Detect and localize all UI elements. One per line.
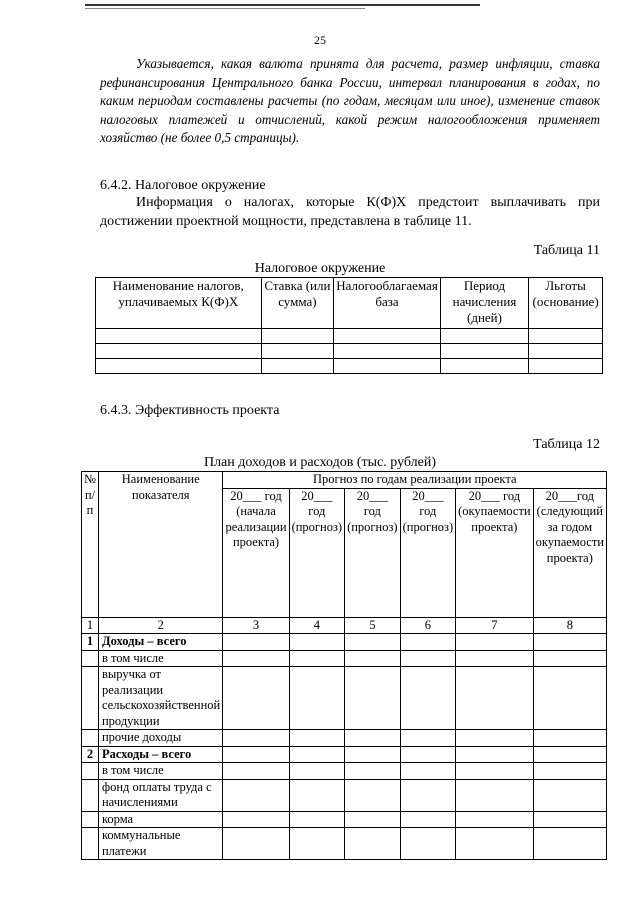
- row-number: [82, 730, 99, 747]
- tax-environment-table: [95, 277, 603, 374]
- table12-year-header: 20___ год (прогноз): [289, 488, 345, 617]
- table12-header-indicator: Наименование показателя: [98, 472, 222, 618]
- row-label: выручка от реализации сельскохозяйственной продукции: [98, 667, 222, 730]
- table12-year-header: 20___ год (начала реализации проекта): [223, 488, 289, 617]
- table12-numbering-row: [82, 617, 607, 634]
- table11-header-benefits: Льготы (основание): [529, 278, 603, 329]
- row-label: фонд оплаты труда с начислениями: [98, 779, 222, 811]
- table11-empty-row: [96, 344, 603, 359]
- table11-empty-row: [96, 329, 603, 344]
- row-number: 2: [82, 746, 99, 763]
- table12-year-header: 20___ год (прогноз): [345, 488, 401, 617]
- table-row: [82, 746, 607, 763]
- tax-info-paragraph: [100, 193, 600, 231]
- table-row: [82, 763, 607, 780]
- table11-header-row: [96, 278, 603, 329]
- top-border-line-secondary: [85, 8, 365, 9]
- intro-text: Указывается, какая валюта принята для расчета, размер инфляции, ставка рефинансирования Центрального банка России, интервал планирования в годах, по каким периодам составлены расчеты (по годам, месяцам или иное), изменение ставок налоговых платежей и отчислений, какой режим налогообложения применяет хозяйство (не более 0,5 страницы).: [100, 56, 600, 146]
- row-number: [82, 779, 99, 811]
- column-number: 3: [223, 617, 289, 634]
- table-row: [82, 634, 607, 651]
- table11-caption: Таблица 11: [533, 243, 600, 258]
- row-label: прочие доходы: [98, 730, 222, 747]
- table12-year-header: 20___год (следующий за годом окупаемости проекта): [533, 488, 606, 617]
- column-number: 7: [456, 617, 534, 634]
- table11-header-period: Период начисления (дней): [440, 278, 528, 329]
- table11-header-tax-base: Налогооблагаемая база: [334, 278, 441, 329]
- column-number: 6: [400, 617, 456, 634]
- income-expense-plan-table: [81, 471, 607, 860]
- row-label: Расходы – всего: [98, 746, 222, 763]
- top-border-line: [85, 4, 480, 6]
- table-row: [82, 811, 607, 828]
- section-heading-project-efficiency: 6.4.3. Эффективность проекта: [100, 403, 280, 418]
- table12-caption: Таблица 12: [533, 437, 600, 452]
- row-number: [82, 811, 99, 828]
- table11-header-rate: Ставка (или сумма): [261, 278, 334, 329]
- row-label: корма: [98, 811, 222, 828]
- table-row: [82, 828, 607, 860]
- table12-header-row: [82, 472, 607, 489]
- table12-year-header: 20___ год (прогноз): [400, 488, 456, 617]
- table-row: [82, 667, 607, 730]
- row-number: [82, 828, 99, 860]
- section-heading-tax-environment: 6.4.2. Налоговое окружение: [100, 178, 266, 193]
- row-label: Доходы – всего: [98, 634, 222, 651]
- table12-header-forecast: Прогноз по годам реализации проекта: [223, 472, 607, 489]
- table12-title: План доходов и расходов (тыс. рублей): [203, 455, 437, 470]
- column-number: 2: [98, 617, 222, 634]
- table12-year-header: 20___ год (окупаемости проекта): [456, 488, 534, 617]
- table-row: [82, 730, 607, 747]
- table11-empty-row: [96, 359, 603, 374]
- row-label: коммунальные платежи: [98, 828, 222, 860]
- row-number: [82, 667, 99, 730]
- table11-header-tax-name: Наименование налогов, уплачиваемых К(Ф)Х: [96, 278, 262, 329]
- column-number: 8: [533, 617, 606, 634]
- column-number: 4: [289, 617, 345, 634]
- table-row: [82, 650, 607, 667]
- page-number: 25: [314, 33, 326, 47]
- tax-info-text: Информация о налогах, которые К(Ф)Х предстоит выплачивать при достижении проектной мощности, представлена в таблице 11.: [100, 195, 600, 229]
- row-number: [82, 650, 99, 667]
- row-label: в том числе: [98, 650, 222, 667]
- column-number: 1: [82, 617, 99, 634]
- row-label: в том числе: [98, 763, 222, 780]
- row-number: 1: [82, 634, 99, 651]
- table-row: [82, 779, 607, 811]
- column-number: 5: [345, 617, 401, 634]
- intro-paragraph: [100, 55, 600, 148]
- table11-title: Налоговое окружение: [254, 261, 386, 276]
- row-number: [82, 763, 99, 780]
- table12-header-number: № п/п: [82, 472, 99, 618]
